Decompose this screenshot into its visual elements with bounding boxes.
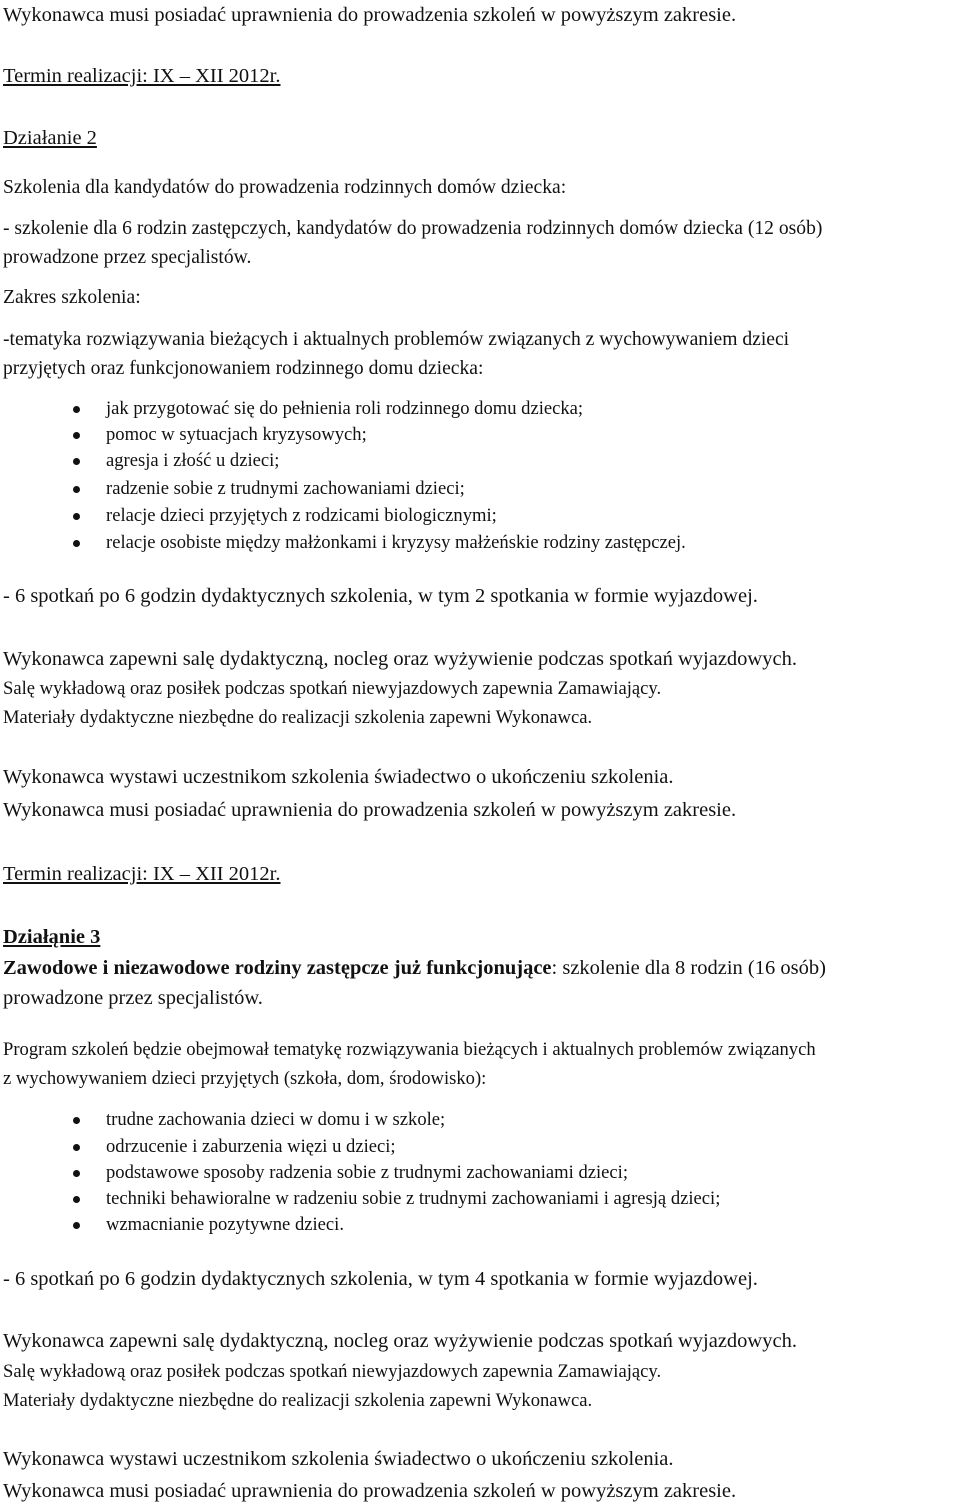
dzialanie-3-lead-bold: Zawodowe i niezawodowe rodziny zastępcze już funkcjonujące xyxy=(3,957,552,979)
uprawnienia-text-1: Wykonawca musi posiadać uprawnienia do prowadzenia szkoleń w powyższym zakresie. xyxy=(3,4,737,26)
bullet-icon xyxy=(73,1170,80,1177)
dzialanie-2-uprawnienia: Wykonawca musi posiadać uprawnienia do prowadzenia szkoleń w powyższym zakresie. xyxy=(3,799,737,821)
bullet-icon xyxy=(73,513,80,520)
termin-realizacji-2: Termin realizacji: IX – XII 2012r. xyxy=(3,863,281,885)
termin-realizacji-1: Termin realizacji: IX – XII 2012r. xyxy=(3,65,281,87)
tematyka-line1: -tematyka rozwiązywania bieżących i aktualnych problemów związanych z wychowywaniem dzieci xyxy=(3,329,790,350)
tematyka-line2: przyjętych oraz funkcjonowaniem rodzinnego domu dziecka: xyxy=(3,358,484,379)
dzialanie-3-sale: Salę wykładową oraz posiłek podczas spotkań niewyjazdowych zapewnia Zamawiający. xyxy=(3,1361,662,1382)
dzialanie-3-uprawnienia: Wykonawca musi posiadać uprawnienia do prowadzenia szkoleń w powyższym zakresie. xyxy=(3,1480,737,1502)
dzialanie-2-swiadectwo: Wykonawca wystawi uczestnikom szkolenia świadectwo o ukończeniu szkolenia. xyxy=(3,766,674,788)
dzialanie-3-spotkania: - 6 spotkań po 6 godzin dydaktycznych szkolenia, w tym 4 spotkania w formie wyjazdowej. xyxy=(3,1268,758,1290)
bullet-icon xyxy=(73,1117,80,1124)
dzialanie-2-zapewni: Wykonawca zapewni salę dydaktyczną, nocleg oraz wyżywienie podczas spotkań wyjazdowych. xyxy=(3,648,797,670)
dzialanie-2-spotkania: - 6 spotkań po 6 godzin dydaktycznych szkolenia, w tym 2 spotkania w formie wyjazdowej. xyxy=(3,585,758,607)
dzialanie-3-lead xyxy=(3,956,826,980)
program-line2: z wychowywaniem dzieci przyjętych (szkoła, dom, środowisko): xyxy=(3,1068,487,1089)
bullet-icon xyxy=(73,406,80,413)
dzialanie-3-lead-rest: : szkolenie dla 8 rodzin (16 osób) xyxy=(551,957,826,979)
bullet-icon xyxy=(73,1144,80,1151)
dzialanie-2-desc-line1: - szkolenie dla 6 rodzin zastępczych, kandydatów do prowadzenia rodzinnych domów dziecka (12 osób) xyxy=(3,218,823,239)
bullet-icon xyxy=(73,432,80,439)
dzialanie-3-lead-line2: prowadzone przez specjalistów. xyxy=(3,987,263,1009)
dzialanie-3-zapewni: Wykonawca zapewni salę dydaktyczną, nocleg oraz wyżywienie podczas spotkań wyjazdowych. xyxy=(3,1330,797,1352)
dzialanie-3-heading: Działąnie 3 xyxy=(3,926,101,948)
dzialanie-3-materialy: Materiały dydaktyczne niezbędne do realizacji szkolenia zapewni Wykonawca. xyxy=(3,1390,593,1411)
dzialanie-2-materialy: Materiały dydaktyczne niezbędne do realizacji szkolenia zapewni Wykonawca. xyxy=(3,707,593,728)
bullet-icon xyxy=(73,540,80,547)
bullet-icon xyxy=(73,1196,80,1203)
bullet-icon xyxy=(73,486,80,493)
dzialanie-3-swiadectwo: Wykonawca wystawi uczestnikom szkolenia świadectwo o ukończeniu szkolenia. xyxy=(3,1448,674,1470)
dzialanie-2-sale: Salę wykładową oraz posiłek podczas spotkań niewyjazdowych zapewnia Zamawiający. xyxy=(3,678,662,699)
dzialanie-2-heading: Działanie 2 xyxy=(3,127,97,149)
zakres-szkolenia-label: Zakres szkolenia: xyxy=(3,287,141,308)
bullet-icon xyxy=(73,458,80,465)
bullet-icon xyxy=(73,1222,80,1229)
dzialanie-2-desc-line2: prowadzone przez specjalistów. xyxy=(3,247,252,268)
dzialanie-2-subtitle: Szkolenia dla kandydatów do prowadzenia rodzinnych domów dziecka: xyxy=(3,177,567,198)
program-line1: Program szkoleń będzie obejmował tematykę rozwiązywania bieżących i aktualnych problemów związanych xyxy=(3,1039,816,1060)
